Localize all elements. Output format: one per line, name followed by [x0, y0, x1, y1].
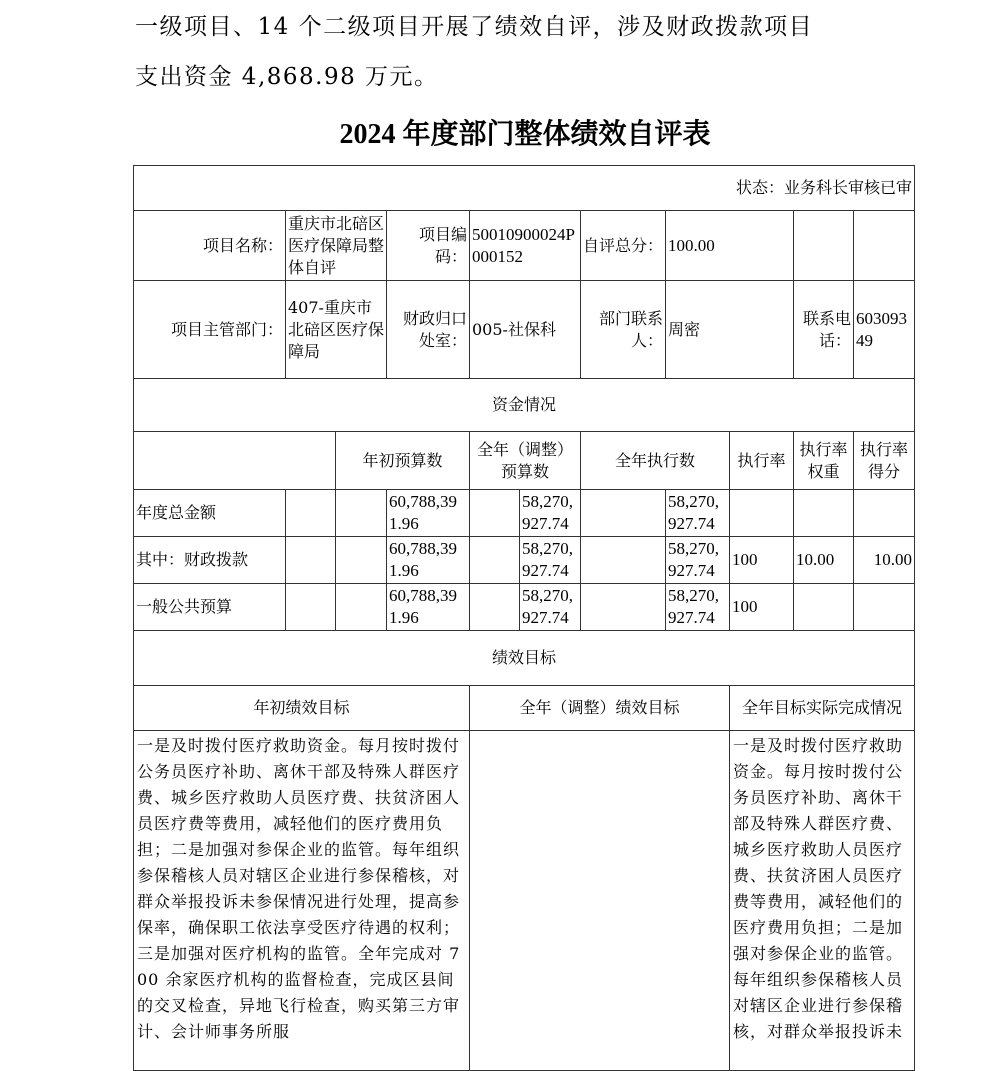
adjusted-value: 58,270,927.74 — [520, 584, 581, 631]
row-label: 年度总金额 — [134, 490, 286, 537]
header-adjusted-budget: 全年（调整）预算数 — [470, 432, 581, 490]
initial-value: 60,788,391.96 — [387, 490, 470, 537]
finance-office-value: 005-社保科 — [470, 281, 581, 379]
table-row — [134, 490, 915, 537]
empty-cell — [336, 537, 387, 584]
project-code-label: 项目编码： — [387, 211, 470, 281]
rate-value: 100 — [730, 584, 794, 631]
header-initial-budget: 年初预算数 — [336, 432, 470, 490]
table-row — [134, 584, 915, 631]
empty-cell — [581, 490, 666, 537]
row-label: 一般公共预算 — [134, 584, 286, 631]
header-actual-completion: 全年目标实际完成情况 — [730, 686, 915, 731]
empty-cell — [286, 584, 336, 631]
self-evaluation-table — [133, 165, 915, 1071]
project-name-value: 重庆市北碚区医疗保障局整体自评 — [286, 211, 387, 281]
row-label: 其中：财政拨款 — [134, 537, 286, 584]
score-label: 自评总分： — [581, 211, 666, 281]
executed-value: 58,270,927.74 — [666, 584, 730, 631]
empty-cell — [470, 584, 520, 631]
rate-value — [730, 490, 794, 537]
empty-cell — [581, 537, 666, 584]
empty-cell — [470, 537, 520, 584]
weight-value — [794, 490, 854, 537]
dept-label: 项目主管部门： — [134, 281, 286, 379]
empty-cell — [794, 211, 854, 281]
empty-cell — [470, 490, 520, 537]
header-initial-goal: 年初绩效目标 — [134, 686, 470, 731]
executed-value: 58,270,927.74 — [666, 537, 730, 584]
header-adjusted-goal: 全年（调整）绩效目标 — [470, 686, 730, 731]
intro-line-2: 支出资金 4,868.98 万元。 — [135, 64, 439, 90]
header-exec-rate: 执行率 — [730, 432, 794, 490]
rate-value: 100 — [730, 537, 794, 584]
funds-section-header: 资金情况 — [134, 379, 915, 432]
score-value: 100.00 — [666, 211, 794, 281]
adjusted-value: 58,270,927.74 — [520, 490, 581, 537]
contact-value: 周密 — [666, 281, 794, 379]
adjusted-value: 58,270,927.74 — [520, 537, 581, 584]
empty-cell — [286, 490, 336, 537]
header-rate-weight: 执行率权重 — [794, 432, 854, 490]
page-title: 2024 年度部门整体绩效自评表 — [339, 119, 711, 150]
initial-value: 60,788,391.96 — [387, 584, 470, 631]
empty-cell — [854, 211, 915, 281]
phone-value: 60309349 — [854, 281, 915, 379]
header-executed: 全年执行数 — [581, 432, 730, 490]
executed-value: 58,270,927.74 — [666, 490, 730, 537]
empty-cell — [581, 584, 666, 631]
weight-value — [794, 584, 854, 631]
score-value — [854, 490, 915, 537]
initial-goal-text: 一是及时拨付医疗救助资金。每月按时拨付公务员医疗补助、离休干部及特殊人群医疗费、城乡医疗救助人员医疗费、扶贫济困人员医疗费等费用，减轻他们的医疗费用负担；二是加强对参保企业的监管。每年组织参保稽核人员对辖区企业进行参保稽核，对群众举报投诉未参保情况进行处理，提高参保率，确保职工依法享受医疗待遇的权利；三是加强对医疗机构的监管。全年完成对 700 余家医疗机构的监督检查，完成区县间的交叉检查，异地飞行检查，购买第三方审计、会计师事务所服 — [134, 731, 470, 1071]
actual-completion-text: 一是及时拨付医疗救助资金。每月按时拨付公务员医疗补助、离休干部及特殊人群医疗费、城乡医疗救助人员医疗费、扶贫济困人员医疗费等费用，减轻他们的医疗费用负担；二是加强对参保企业的监管。每年组织参保稽核人员对辖区企业进行参保稽核，对群众举报投诉未 — [730, 731, 915, 1071]
score-value — [854, 584, 915, 631]
contact-label: 部门联系人： — [581, 281, 666, 379]
finance-office-label: 财政归口处室： — [387, 281, 470, 379]
phone-label: 联系电话： — [794, 281, 854, 379]
weight-value: 10.00 — [794, 537, 854, 584]
project-name-label: 项目名称： — [134, 211, 286, 281]
empty-cell — [336, 584, 387, 631]
adjusted-goal-text — [470, 731, 730, 1071]
empty-cell — [286, 537, 336, 584]
header-rate-score: 执行率得分 — [854, 432, 915, 490]
goals-section-header: 绩效目标 — [134, 631, 915, 686]
empty-header — [134, 432, 336, 490]
project-code-value: 50010900024P000152 — [470, 211, 581, 281]
empty-cell — [336, 490, 387, 537]
table-row — [134, 537, 915, 584]
intro-line-1: 一级项目、14 个二级项目开展了绩效自评，涉及财政拨款项目 — [135, 14, 814, 40]
score-value: 10.00 — [854, 537, 915, 584]
status-text: 状态：业务科长审核已审 — [134, 166, 915, 211]
dept-value: 407-重庆市北碚区医疗保障局 — [286, 281, 387, 379]
initial-value: 60,788,391.96 — [387, 537, 470, 584]
